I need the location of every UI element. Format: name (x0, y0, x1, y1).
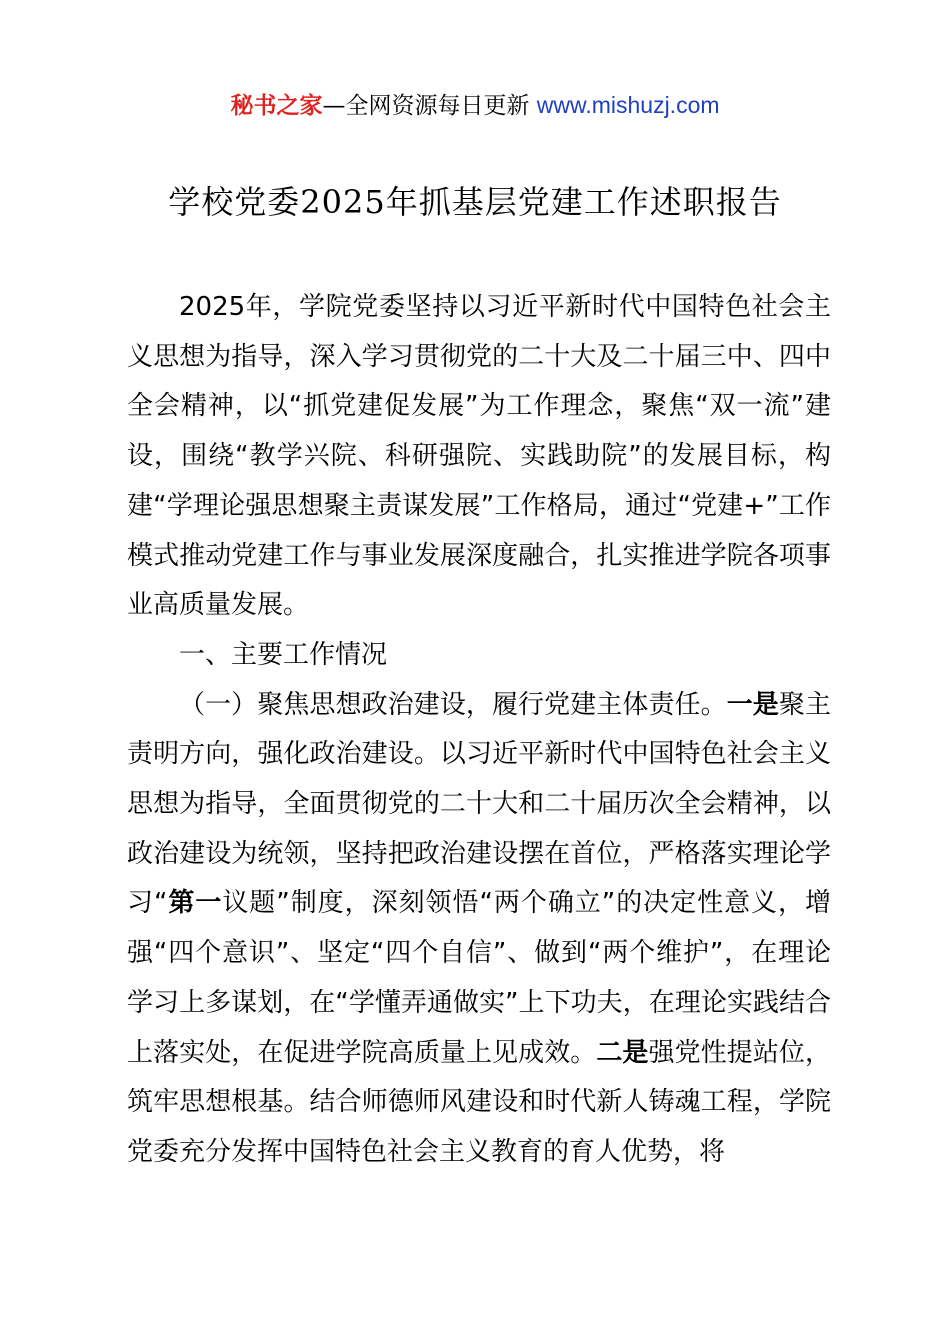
site-header (0, 88, 950, 123)
subsection-heading: （一）聚焦思想政治建设，履行党建主体责任。 (179, 689, 727, 720)
point-1-bold-term: 第一 (167, 888, 223, 919)
section-heading: 一、主要工作情况 (179, 639, 388, 670)
site-tagline: —全网资源每日更新 (322, 93, 537, 119)
intro-paragraph: 2025年，学院党委坚持以习近平新时代中国特色社会主义思想为指导，深入学习贯彻党的二十大及二十届三中、四中全会精神，以“抓党建促发展”为工作理念，聚焦“双一流”建设，围绕“教学兴院、科研强院、实践助院”的发展目标，构建“学理论强思想聚主责谋发展”工作格局，通过“党建+”工作模式推动党建工作与事业发展深度融合，扎实推进学院各项事业高质量发展。 (127, 292, 831, 621)
site-name: 秘书之家 (230, 93, 323, 119)
point-1-label: 一是 (726, 689, 779, 720)
point-2-text: 强党性提站位，筑牢思想根基。结合师德师风建设和时代新人铸魂工程，学院党委充分发挥中国特色社会主义教育的育人优势，将 (127, 1037, 831, 1167)
point-1-text-a: 聚主责明方向，强化政治建设。以习近平新时代中国特色社会主义思想为指导，全面贯彻党的二十大和二十届历次全会精神，以政治建设为统领，坚持把政治建设摆在首位，严格落实理论学习“ (127, 689, 831, 919)
point-1-text-b: 议题”制度，深刻领悟“两个确立”的决定性意义，增强“四个意识”、坚定“四个自信”、做到“两个维护”，在理论学习上多谋划，在“学懂弄通做实”上下功夫，在理论实践结合上落实处，在促进学院高质量上见成效。 (127, 888, 831, 1068)
document-title: 学校党委2025年抓基层党建工作述职报告 (168, 183, 782, 221)
point-2-label: 二是 (596, 1037, 649, 1068)
subsection-paragraph (127, 681, 831, 1178)
site-url-link[interactable]: www.mishuzj.com (536, 92, 720, 118)
document-body (127, 283, 831, 1178)
